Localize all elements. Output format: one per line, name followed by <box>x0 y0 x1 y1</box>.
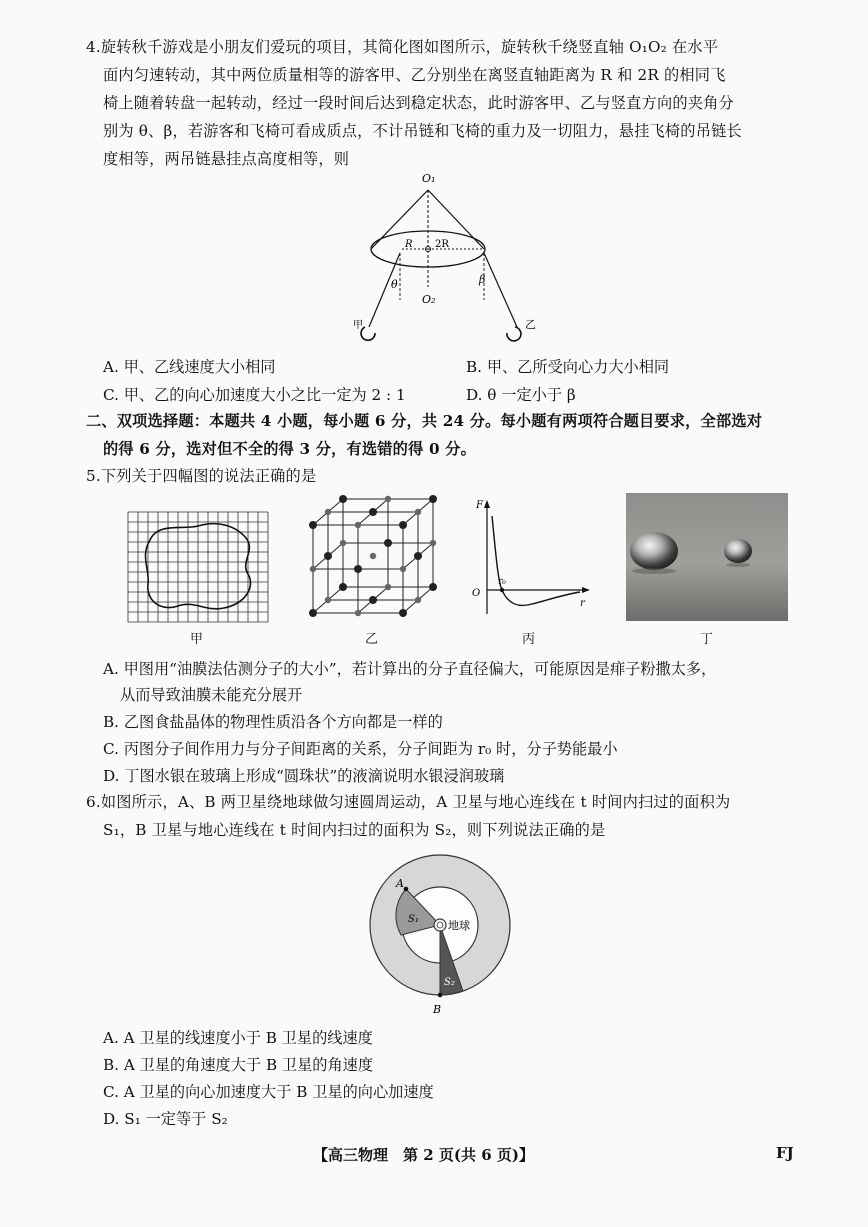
q5-option-a-line1[interactable]: A. 甲图用“油膜法估测分子的大小”，若计算出的分子直径偏大，可能原因是痱子粉撒太多， <box>103 660 717 678</box>
chair-jia-icon <box>361 327 375 340</box>
label-yi: 乙 <box>525 318 536 331</box>
graph-label-o: O <box>472 588 481 599</box>
caption-yi: 乙 <box>365 632 379 647</box>
section2-line-1: 二、双项选择题：本题共 4 小题，每小题 6 分，共 24 分。每小题有两项符合题目要求，全部选对 <box>86 412 763 430</box>
q5-option-d[interactable]: D. 丁图水银在玻璃上形成“圆珠状”的液滴说明水银浸润玻璃 <box>103 767 505 785</box>
q6-option-c[interactable]: C. A 卫星的向心加速度大于 B 卫星的向心加速度 <box>103 1083 434 1101</box>
label-o2: O₂ <box>422 293 436 306</box>
caption-jia: 甲 <box>190 632 204 647</box>
label-o1: O₁ <box>422 172 436 185</box>
label-b: B <box>433 1003 442 1016</box>
oil-film-grid-figure <box>128 512 268 622</box>
salt-crystal-figure <box>305 495 440 620</box>
graph-label-r0: r₀ <box>498 577 506 587</box>
q6-option-b[interactable]: B. A 卫星的角速度大于 B 卫星的角速度 <box>103 1056 374 1074</box>
q5-stem: 5.下列关于四幅图的说法正确的是 <box>86 467 317 485</box>
q5-option-a-line2: 从而导致油膜未能充分展开 <box>120 686 303 704</box>
chair-yi-icon <box>507 327 521 341</box>
label-s1: S₁ <box>408 914 419 925</box>
q4-option-d[interactable]: D. θ 一定小于 β <box>466 386 576 404</box>
q4-option-b[interactable]: B. 甲、乙所受向心力大小相同 <box>466 358 670 376</box>
q4-line-1: 4.旋转秋千游戏是小朋友们爱玩的项目，其简化图如图所示，旋转秋千绕竖直轴 O₁O₂ 在水平 <box>86 38 719 56</box>
label-theta: θ <box>391 278 398 291</box>
q4-line-2: 面内匀速转动，其中两位质量相等的游客甲、乙分别坐在离竖直轴距离为 R 和 2R 的相同飞 <box>103 66 726 84</box>
swing-figure <box>355 165 555 355</box>
q6-option-d[interactable]: D. S₁ 一定等于 S₂ <box>103 1110 228 1128</box>
q4-line-3: 椅上随着转盘一起转动，经过一段时间后达到稳定状态，此时游客甲、乙与竖直方向的夹角分 <box>103 94 734 112</box>
page-footer: 【高三物理 第 2 页(共 6 页)】 <box>313 1146 534 1164</box>
label-beta: β <box>479 273 486 286</box>
q5-option-b[interactable]: B. 乙图食盐晶体的物理性质沿各个方向都是一样的 <box>103 713 443 731</box>
q5-option-c[interactable]: C. 丙图分子间作用力与分子间距离的关系，分子间距为 r₀ 时，分子势能最小 <box>103 740 618 758</box>
q6-line-1: 6.如图所示，A、B 两卫星绕地球做匀速圆周运动，A 卫星与地心连线在 t 时间内扫过的面积为 <box>86 793 731 811</box>
q4-line-4: 别为 θ、β，若游客和飞椅可看成质点，不计吊链和飞椅的重力及一切阻力，悬挂飞椅的吊链长 <box>103 122 742 140</box>
label-a: A <box>396 877 404 890</box>
mercury-droplets-photo <box>626 493 788 621</box>
q4-option-a[interactable]: A. 甲、乙线速度大小相同 <box>103 358 276 376</box>
graph-label-f: F <box>476 500 483 511</box>
q4-option-c[interactable]: C. 甲、乙的向心加速度大小之比一定为 2 : 1 <box>103 386 406 404</box>
q4-line-5: 度相等，两吊链悬挂点高度相等，则 <box>103 150 350 168</box>
large-mercury-droplet <box>630 532 678 570</box>
label-s2: S₂ <box>444 977 455 988</box>
small-mercury-droplet <box>724 539 752 563</box>
graph-label-r: r <box>580 598 585 609</box>
label-earth: 地球 <box>448 919 470 932</box>
satellite-orbit-figure <box>370 855 520 1020</box>
force-distance-graph <box>462 496 592 616</box>
label-r: R <box>405 239 413 250</box>
caption-bing: 丙 <box>522 632 536 647</box>
label-jia: 甲 <box>353 320 363 331</box>
caption-ding: 丁 <box>700 632 714 647</box>
q6-line-2: S₁，B 卫星与地心连线在 t 时间内扫过的面积为 S₂，则下列说法正确的是 <box>103 821 606 839</box>
section2-line-2: 的得 6 分，选对但不全的得 3 分，有选错的得 0 分。 <box>103 440 476 458</box>
force-curve <box>492 516 580 605</box>
q6-option-a[interactable]: A. A 卫星的线速度小于 B 卫星的线速度 <box>103 1029 373 1047</box>
footer-code: FJ <box>776 1144 794 1162</box>
earth-icon <box>434 919 446 931</box>
label-2r: 2R <box>435 239 449 250</box>
